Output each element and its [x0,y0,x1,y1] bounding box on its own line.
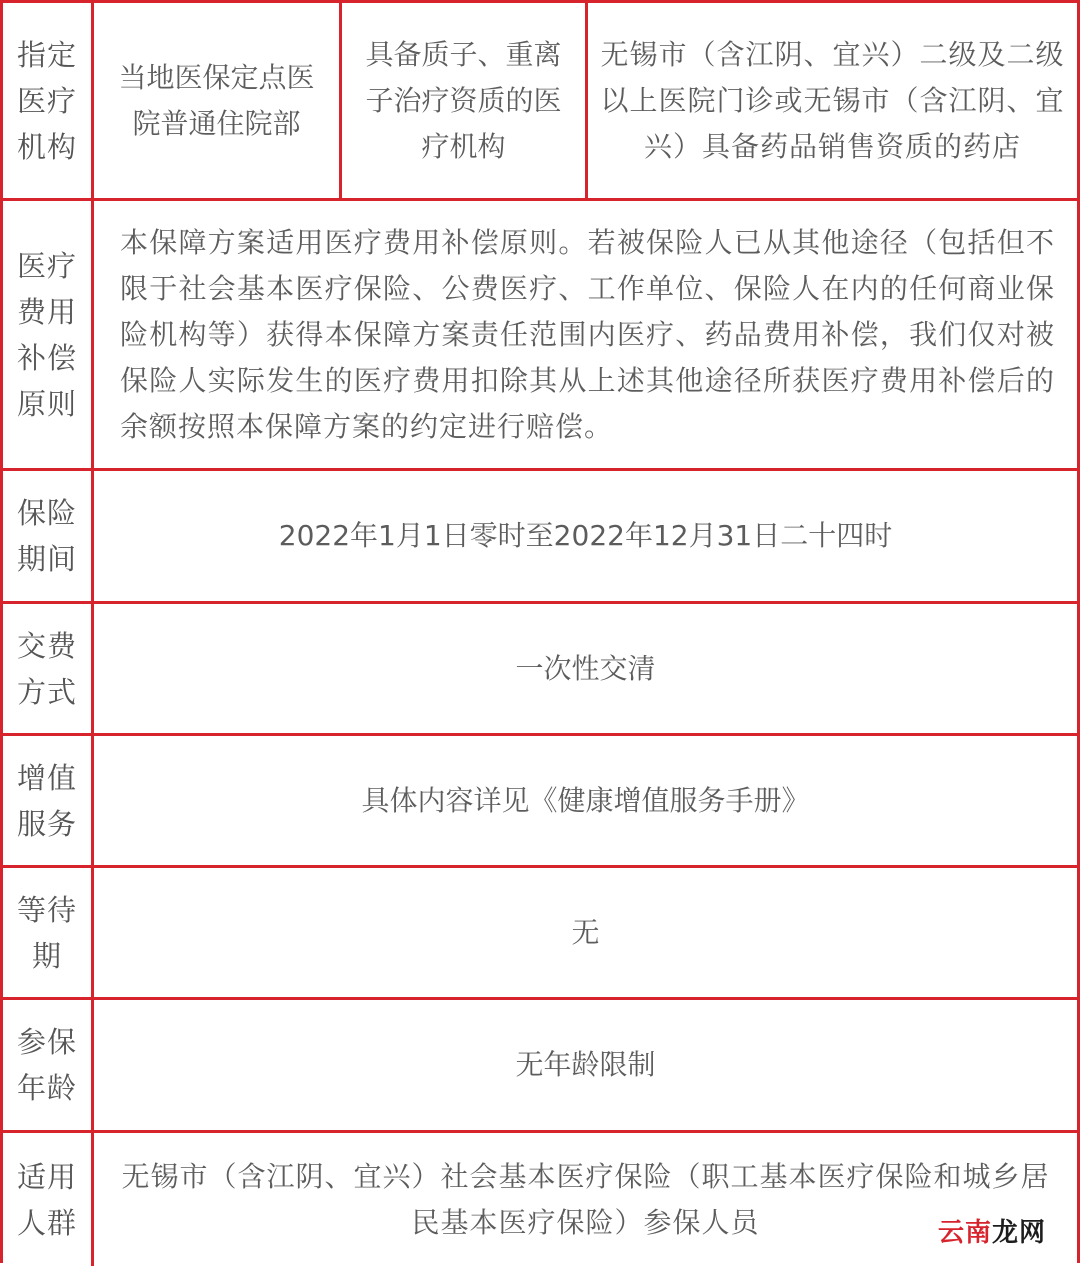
row-label-payment [3,604,94,733]
row-label-institutions [3,3,94,198]
institution-cell-outpatient-pharmacy: 无锡市（含江阴、宜兴）二级及二级以上医院门诊或无锡市（含江阴、宜兴）具备药品销售资质的药店 [600,37,1065,163]
value-added-service-value: 具体内容详见《健康增值服务手册》 [361,783,810,817]
waiting-period-value: 无 [571,915,600,949]
table-row-payment [3,604,1077,736]
watermark-part-1: 云南 [937,1218,992,1248]
watermark-part-2: 龙网 [991,1218,1046,1248]
institution-cell-inpatient: 当地医保定点医院普通住院部 [94,3,342,198]
row-label-age [3,1000,94,1130]
table-row-compensation [3,201,1077,471]
row-label-text: 指定医疗机构 [16,37,77,164]
table-row-waiting [3,868,1077,1000]
applicable-population-value: 无锡市（含江阴、宜兴）社会基本医疗保险（职工基本医疗保险和城乡居民基本医疗保险）参保人员 [121,1159,1050,1239]
enrollment-age-value: 无年龄限制 [515,1048,656,1081]
compensation-principle-text: 本保障方案适用医疗费用补偿原则。若被保险人已从其他途径（包括但不限于社会基本医疗保险、公费医疗、工作单位、保险人在内的任何商业保险机构等）获得本保障方案责任范围内医疗、药品费用补偿，我们仅对被保险人实际发生的医疗费用扣除其从上述其他途径所获医疗费用补偿后的余额按照本保障方案的约定进行赔偿。 [120,225,1055,443]
row-label-text: 医疗费用补偿原则 [16,248,77,421]
row-label-text: 参保年龄 [16,1025,77,1105]
table-row-population [3,1133,1077,1266]
table-row-institutions [3,3,1077,201]
payment-method-value: 一次性交清 [515,651,656,685]
row-label-text: 增值服务 [16,760,77,841]
table-row-period [3,471,1077,604]
row-label-text: 适用人群 [16,1159,77,1240]
site-watermark [938,1212,1046,1249]
row-label-waiting [3,868,94,997]
row-label-value-added [3,736,94,865]
table-row-value-added [3,736,1077,868]
insurance-period-value: 2022年1月1日零时至2022年12月31日二十四时 [278,519,893,552]
row-label-population [3,1133,94,1266]
row-label-text: 交费方式 [16,628,77,709]
institution-cell-proton-therapy: 具备质子、重离子治疗资质的医疗机构 [342,3,588,198]
row-label-text: 等待期 [16,892,77,973]
row-label-compensation [3,201,94,468]
table-row-age [3,1000,1077,1133]
row-label-period [3,471,94,601]
row-label-text: 保险期间 [16,496,77,576]
